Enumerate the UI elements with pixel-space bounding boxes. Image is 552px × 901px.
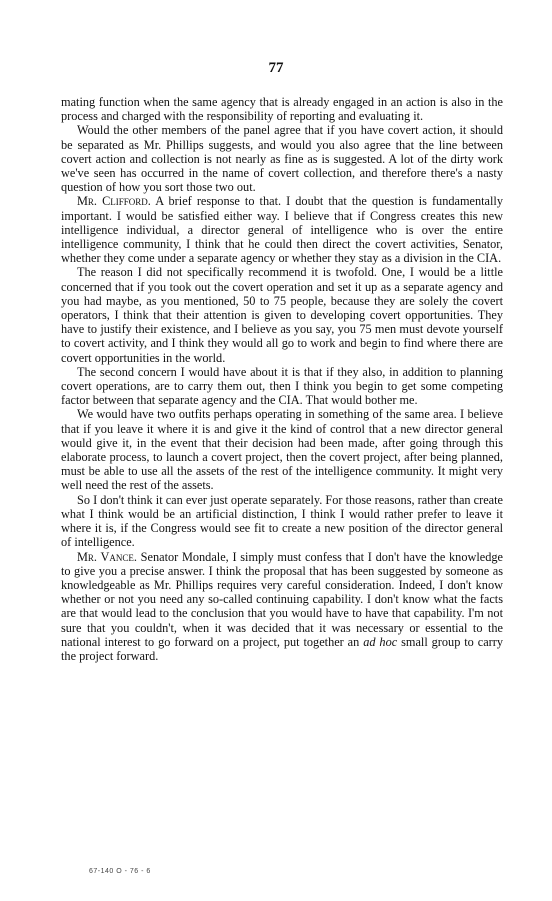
- print-code: 67-140 O - 76 - 6: [89, 868, 151, 875]
- paragraph: The second concern I would have about it is that if they also, in addition to planning covert operations, are to carry them out, then I think you begin to get some competing factor between that separate agency and the CIA. That would bother me.: [61, 364, 503, 408]
- paragraph: The reason I did not specifically recommend it is twofold. One, I would be a little concerned that if you took out the covert operation and set it up as a separate agency and you had maybe, as you mentioned, 50 to 75 people, because they are solely the covert operators, I think that their attention is given to developing covert opportunities. They have to justify their existence, and I believe as you say, you 75 men must devote yourself to covert activity, and I think they would all go to work and begin to find where there are covert opportunities in the world.: [61, 265, 503, 365]
- paragraph: We would have two outfits perhaps operating in something of the same area. I believe that if you leave it where it is and give it the kind of control that a new director general would give it, in the event that their decision had been made, after going through this elaborate process, to launch a covert project, then the covert project, after being planned, must be able to use all the assets of the rest of the intelligence community. It might very well need the rest of the assets.: [61, 407, 503, 493]
- document-body: [61, 95, 503, 663]
- italic-term: ad hoc: [363, 634, 398, 649]
- speaker-name: Mr. Vance.: [77, 549, 137, 564]
- paragraph: mating function when the same agency that is already engaged in an action is also in the process and charged with the responsibility of reporting and evaluating it.: [61, 95, 503, 124]
- paragraph: [61, 550, 503, 664]
- speech-text: A brief response to that. I doubt that the question is fundamentally important. I would be satisfied either way. I believe that if Congress creates this new intelligence individual, a director general of intelligence who is over the entire intelligence community, I think that he could then direct the covert activities, Senator, whether they come under a separate agency or whether they stay as a division in the CIA.: [61, 194, 503, 266]
- speech-text-end: small group to carry the project forward.: [61, 634, 503, 663]
- paragraph: [61, 194, 503, 265]
- speaker-name: Mr. Clifford.: [77, 194, 151, 209]
- speech-text: Senator Mondale, I simply must confess that I don't have the knowledge to give you a precise answer. I think the proposal that has been suggested by someone as knowledgeable as Mr. Phillips requires very careful consideration. Indeed, I don't know whether or not you need any so-called continuing capability. I don't know what the facts are that would lead to the conclusion that you would have to have that capability. I'm not sure that you couldn't, when it was decided that it was necessary or essential to the national interest to go forward on a project, put together an: [61, 549, 503, 649]
- paragraph: So I don't think it can ever just operate separately. For those reasons, rather than create what I think would be an artificial distinction, I think I would rather prefer to leave it where it is, if the Congress would see fit to create a new position of the director general of intelligence.: [61, 492, 503, 550]
- paragraph: Would the other members of the panel agree that if you have covert action, it should be separated as Mr. Phillips suggests, and would you also agree that the line between covert action and collection is not nearly as fine as is suggested. A lot of the dirty work we've seen has occurred in the name of covert collection, and therefore there's a nasty question of how you sort those two out.: [61, 123, 503, 195]
- page-number: 77: [268, 60, 284, 76]
